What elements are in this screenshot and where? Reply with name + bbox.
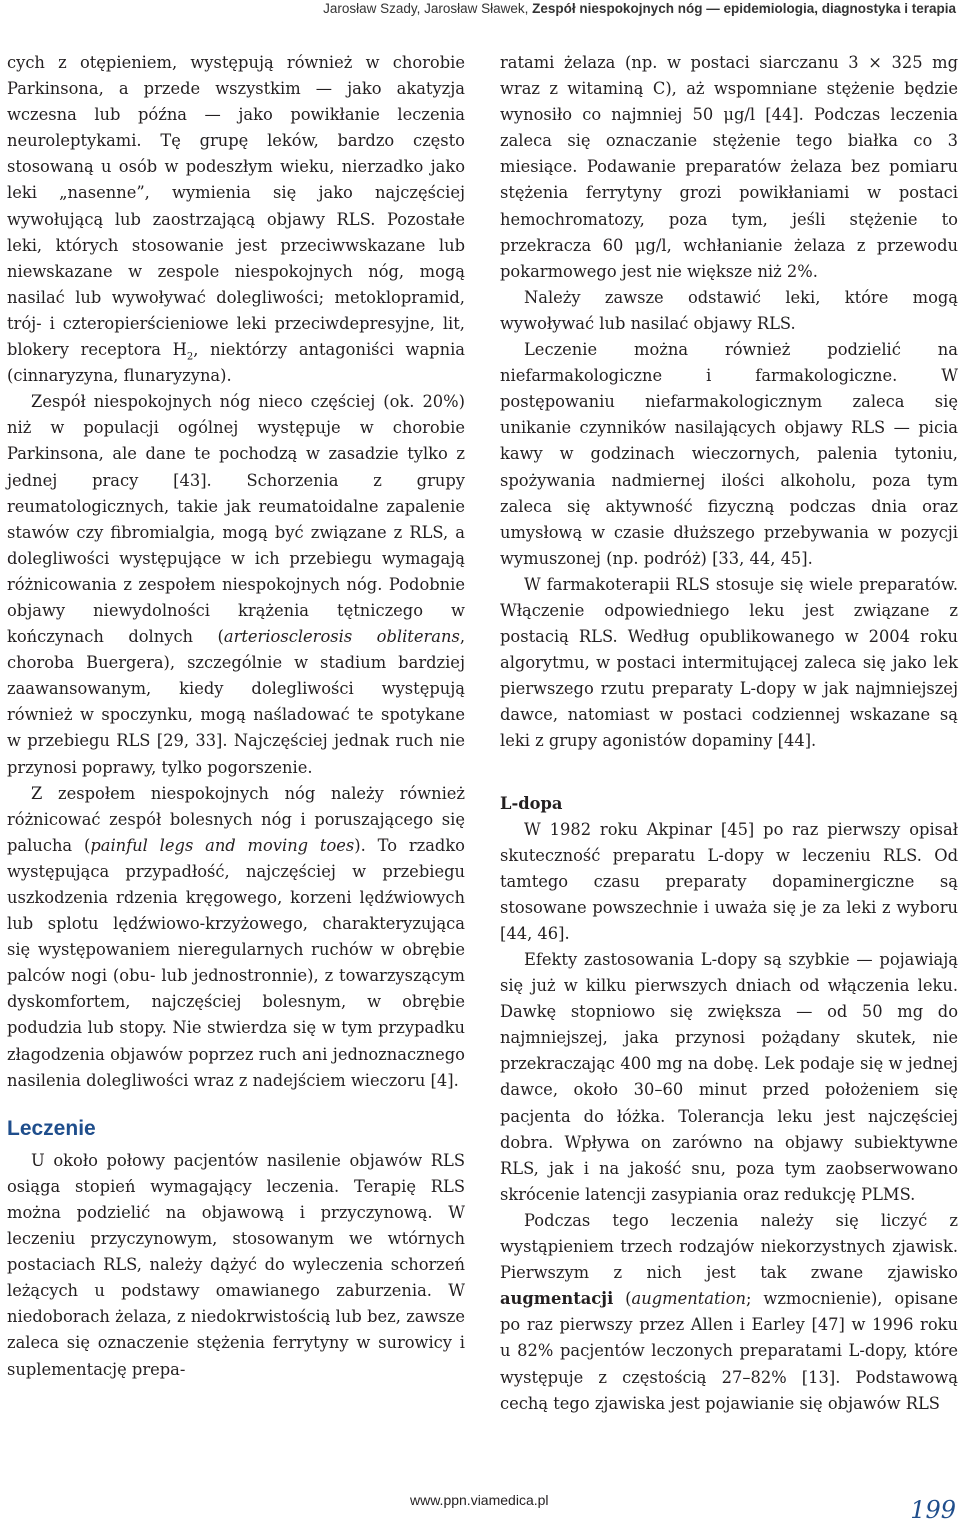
- paragraph-text: ; wzmocnienie), opisane po raz pierwszy przez Allen i Earley [47] w 1996 roku u 82% pacjentów leczonych preparatami L-dopy, które występuje z częstością 27–82% [13]. Podstawową cechą tego zjawiska jest pojawianie się objawów RLS: [500, 1289, 959, 1413]
- footer-url[interactable]: www.ppn.viamedica.pl: [410, 1492, 549, 1508]
- header-authors: Jarosław Szady, Jarosław Sławek,: [323, 1, 529, 16]
- paragraph: ratami żelaza (np. w postaci siarczanu 3 × 325 mg wraz z witaminą C), aż wspomniane stężenie będzie wynosiło co najmniej 50 μg/l [44]. Podczas leczenia zaleca się oznaczanie stężenie tego białka co 3 miesiące. Podawanie preparatów żelaza bez pomiaru stężenia ferrytyny grozi powikłaniami w postaci hemochromatozy, poza tym, jeśli stężenie to przekracza 60 μg/l, wchłanianie żelaza z przewodu pokarmowego jest nie większe niż 2%.: [500, 53, 958, 281]
- section-heading-l-dopa: L-dopa: [500, 793, 563, 813]
- section-heading-leczenie: Leczenie: [7, 1116, 96, 1140]
- subscript: 2: [186, 351, 194, 363]
- running-header: [56, 0, 956, 18]
- paragraph: [500, 1208, 958, 1417]
- paragraph-text: Zespół niespokojnych nóg nieco częściej (ok. 20%) niż w populacji ogólnej występuje w chorobie Parkinsona, ale dane te pochodzą w zasadzie tylko z jednej pracy [43]. Schorzenia z grupy reumatologicznych, takie jak reumatoidalne zapalenie stawów czy fibromialgia, mogą być związane z RLS, a dolegliwości występujące w ich przebiegu wymagają różnicowania z zespołem niespokojnych nóg. Podobnie objawy niewydolności krążenia tętniczego w kończynach dolnych (: [7, 392, 465, 647]
- page-number: 199: [910, 1496, 956, 1524]
- italic-term: painful legs and moving toes: [90, 835, 355, 855]
- paragraph-text: (: [613, 1289, 632, 1309]
- paragraph: Należy zawsze odstawić leki, które mogą wywoływać lub nasilać objawy RLS.: [500, 287, 958, 333]
- header-article-title: Zespół niespokojnych nóg — epidemiologia, diagnostyka i terapia: [532, 1, 956, 16]
- paragraph: W 1982 roku Akpinar [45] po raz pierwszy opisał skuteczność preparatu L-dopy w leczeniu RLS. Od tamtego czasu preparaty dopaminergiczne są stosowane powszechnie i uważa się je za leki z wyboru [44, 46].: [500, 819, 958, 943]
- paragraph-text: , niektórzy antagoniści wapnia (cinnaryzyna, flunaryzyna).: [7, 340, 465, 386]
- right-column: [500, 50, 958, 1417]
- italic-term: arteriosclerosis obliterans: [223, 627, 460, 647]
- paragraph: Efekty zastosowania L-dopy są szybkie — pojawiają się już w kilku pierwszych dniach od włączenia leku. Dawkę stopniowo się zwiększa — od 50 mg do najmniejszej, jaka przynosi pożądany skutek, nie przekraczając 400 mg na dobę. Lek podaje się w jednej dawce, około 30–60 minut przed położeniem się pacjenta do łóżka. Tolerancja leku jest najczęściej dobra. Wpływa on zarówno na objawy subiektywne RLS, jak i na jakość snu, poza tym zaobserwowano skrócenie latencji zasypiania oraz redukcję PLMS.: [500, 950, 958, 1204]
- paragraph: [7, 781, 465, 1094]
- paragraph-text: ). To rzadko występująca przypadłość, najczęściej w przebiegu uszkodzenia rdzenia kręgowego, korzeni lędźwiowych lub splotu lędźwiowo-krzyżowego, charakteryzująca się występowaniem nieregularnych ruchów w obrębie palców nogi (obu- lub jednostronnie), z towarzyszącym dyskomfortem, najczęściej bolesnym, w obrębie podudzia lub stopy. Nie stwierdza się w tym przypadku złagodzenia objawów poprzez ruch ani jednoznacznego nasilenia dolegliwości wraz z nadejściem wieczoru [4].: [7, 835, 465, 1090]
- paragraph-text: , choroba Buergera), szczególnie w stadium bardziej zaawansowanym, kiedy dolegliwości występują również w spoczynku, mogą naśladować te spotykane w przebiegu RLS [29, 33]. Najczęściej jednak ruch nie przynosi poprawy, tylko pogorszenie.: [7, 627, 465, 777]
- paragraph-text: cych z otępieniem, występują również w chorobie Parkinsona, a przede wszystkim — jako akatyzja wczesna lub późna — jako powikłanie leczenia neuroleptykami. Tę grupę leków, bardzo często stosowaną u osób w podeszłym wieku, nierzadko jako leki „nasenne”, wymienia się jako najczęściej wywołującą lub zaostrzającą objawy RLS. Pozostałe leki, których stosowanie jest przeciwwskazane lub niewskazane w zespole niespokojnych nóg, mogą nasilać lub wywoływać dolegliwości; metoklopramid, trój- i czteropierścieniowe leki przeciwdepresyjne, lit, blokery receptora H: [7, 53, 465, 360]
- bold-term: augmentacji: [500, 1289, 614, 1309]
- paragraph: [7, 50, 465, 389]
- italic-term: augmentation: [631, 1289, 747, 1309]
- left-column: [7, 50, 465, 1383]
- paragraph: Leczenie można również podzielić na niefarmakologiczne i farmakologiczne. W postępowaniu niefarmakologicznym zaleca się unikanie czynników nasilających objawy RLS — picia kawy w godzinach wieczornych, palenia tytoniu, spożywania nadmiernej ilości alkoholu, poza tym zaleca się aktywność fizyczną podczas dnia oraz umysłową w czasie dłuższego przebywania w pozycji wymuszonej (np. podróż) [33, 44, 45].: [500, 340, 958, 568]
- paragraph: U około połowy pacjentów nasilenie objawów RLS osiąga stopień wymagający leczenia. Terapię RLS można podzielić na objawową i przyczynową. W leczeniu przyczynowym, stosowanym we wtórnych postaciach RLS, należy dążyć do wyleczenia schorzeń leżących u podstawy omawianego zaburzenia. W niedoborach żelaza, z niedokrwistością lub bez, zawsze zaleca się oznaczenie stężenia ferrytyny w surowicy i suplementację prepa-: [7, 1150, 465, 1379]
- paragraph: [7, 389, 465, 780]
- paragraph-text: Z zespołem niespokojnych nóg należy również różnicować zespół bolesnych nóg i poruszającego się palucha (: [7, 783, 465, 855]
- paragraph-text: Podczas tego leczenia należy się liczyć z wystąpieniem trzech rodzajów niekorzystnych zjawisk. Pierwszym z nich jest tak zwane zjawisko: [500, 1210, 958, 1283]
- paragraph: W farmakoterapii RLS stosuje się wiele preparatów. Włączenie odpowiedniego leku jest związane z postacią RLS. Według opublikowanego w 2004 roku algorytmu, w postaci intermitującej zaleca się jako lek pierwszego rzutu preparaty L-dopy w jak najmniejszej dawce, natomiast w postaci codziennej wskazane są leki z grupy agonistów dopaminy [44].: [500, 574, 958, 751]
